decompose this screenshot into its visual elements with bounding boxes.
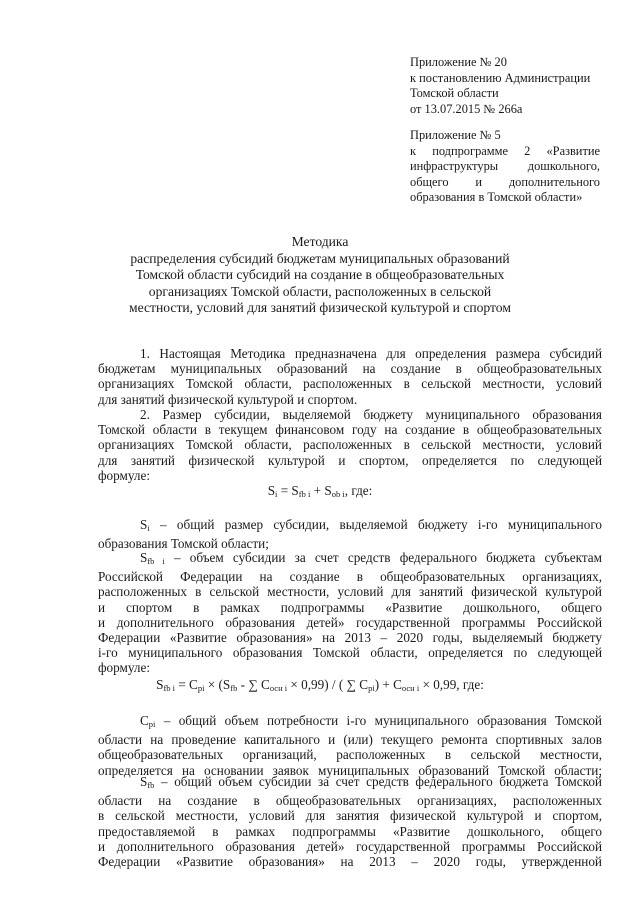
paragraph-line: общеобразовательных организаций, расположенных в сельской местности, bbox=[98, 747, 602, 763]
paragraph-line: для занятий физической культурой и спортом. bbox=[98, 391, 358, 407]
paragraph-line: предоставляемой в рамках подпрограммы «Развитие дошкольного, общего bbox=[98, 823, 602, 839]
document-title bbox=[100, 234, 540, 317]
title-line: распределения субсидий бюджетам муниципальных образований bbox=[130, 250, 510, 266]
appendix-20-region: Томской области bbox=[410, 86, 499, 100]
appendix-5-line: образования в Томской области» bbox=[410, 190, 583, 204]
appendix-5-number: Приложение № 5 bbox=[410, 128, 501, 142]
paragraph-line: Федерации «Развитие образования» на 2013 – 2020 годы, утвержденной bbox=[98, 854, 602, 870]
paragraph-line: Российской Федерации на создание в общеобразовательных организациях, bbox=[98, 569, 602, 585]
title-line: организациях Томской области, расположенных в сельской bbox=[148, 283, 492, 299]
title-line: местности, условий для занятий физической культурой и спортом bbox=[129, 300, 511, 316]
paragraph-line: области на проведение капитального и (или) текущего ремонта спортивных залов bbox=[98, 732, 602, 748]
title-line: Томской области субсидий на создание в общеобразовательных bbox=[135, 267, 505, 283]
paragraph-line: и спортом в рамках подпрограммы «Развитие дошкольного, общего bbox=[98, 599, 602, 615]
paragraph-2 bbox=[98, 407, 602, 483]
paragraph-line: i-го муниципального образования Томской области, определяется по следующей bbox=[98, 645, 602, 661]
paragraph-line: организациях Томской области, расположенных в сельской местности, условий bbox=[98, 437, 602, 453]
paragraph-line: бюджетам муниципальных образований на создание в общеобразовательных bbox=[98, 361, 602, 377]
paragraph-line: определяется на основании заявок муниципальных образований Томской области; bbox=[98, 762, 602, 778]
paragraph-line: расположенных в сельской местности, условий для занятий физической культурой bbox=[98, 584, 602, 600]
title-heading: Методика bbox=[291, 234, 349, 249]
appendix-5-line: к подпрограмме 2 «Развитие bbox=[410, 143, 600, 158]
paragraph-line: организациях Томской области, расположенных в сельской местности, условий bbox=[98, 376, 602, 392]
appendix-20-date: от 13.07.2015 № 266а bbox=[410, 101, 523, 116]
paragraph-line: Федерации «Развитие образования» на 2013 – 2020 годы, выделяемый бюджету bbox=[98, 630, 602, 646]
paragraph-line: Томской области в текущем финансовом году на создание в общеобразовательных bbox=[98, 422, 602, 438]
paragraph-line: в сельской местности, условий для занятия физической культурой и спортом, bbox=[98, 808, 602, 824]
paragraph-line: для занятий физической культурой и спортом, определяется по следующей bbox=[98, 452, 602, 468]
paragraph-line: и дополнительного образования детей» государственной программы Российской bbox=[98, 838, 602, 854]
definition-sfbi: $S_{fb i}$ – объем субсидии за счет средств федерального бюджета субъектам Российской Федерации на создание в общеобразовательных организациях, расположенных в сельской местности, условий для занятий физической культурой и спортом в рамках подпрограммы «Развитие дошкольного, общего и дополнительного образования детей» государственной программы Российской Федерации «Развитие образования» на 2013 – 2020 годы, выделяемый бюджету i-го муниципального образования Томской области, определяется по следующей формуле: bbox=[98, 550, 602, 676]
appendix-5-line: инфраструктуры дошкольного, bbox=[410, 159, 600, 173]
appendix-5-line: общего и дополнительного bbox=[410, 174, 600, 189]
definition-si: $S_i$ – общий размер субсидии, выделяемой бюджету i-го муниципального образования Томской области; bbox=[98, 517, 602, 552]
appendix-20-number: Приложение № 20 bbox=[410, 55, 507, 69]
paragraph-1 bbox=[98, 346, 602, 407]
paragraph-line: образования Томской области; bbox=[98, 536, 269, 552]
appendix-20-resolution: к постановлению Администрации bbox=[410, 70, 591, 85]
formula-total-subsidy: $S_i = S_{fb i} + S_{ob i}$, где: bbox=[267, 483, 373, 499]
formula-federal-subsidy: $S_{fb i} = C_{pi} \times (S_{fb}$ - ∑ $C_{осн i} \times 0,99$) / ( ∑ $C_{pi}) + C_{осн i} \times 0,99$, где: bbox=[156, 677, 484, 693]
paragraph-line: 2. Размер субсидии, выделяемой бюджету муниципального образования bbox=[140, 407, 602, 422]
appendix-20-block bbox=[410, 55, 600, 117]
paragraph-line: формуле: bbox=[98, 467, 150, 483]
paragraph-line: формуле: bbox=[98, 660, 150, 676]
paragraph-line: 1. Настоящая Методика предназначена для определения размера субсидий bbox=[140, 346, 602, 361]
paragraph-line: области на создание в общеобразовательных организациях, расположенных bbox=[98, 793, 602, 809]
paragraph-line: и дополнительного образования детей» государственной программы Российской bbox=[98, 614, 602, 630]
definition-cpi: $C_{pi}$ – общий объем потребности i-го муниципального образования Томской области на проведение капитального и (или) текущего ремонта спортивных залов общеобразовательных организаций, расположенных в сельской местности, определяется на основании заявок муниципальных образований Томской области; bbox=[98, 713, 602, 778]
appendix-5-block bbox=[410, 128, 600, 206]
definition-sfb: $S_{fb}$ – общий объем субсидии за счет средств федерального бюджета Томской области на создание в общеобразовательных организациях, расположенных в сельской местности, условий для занятия физической культурой и спортом, предоставляемой в рамках подпрограммы «Развитие дошкольного, общего и дополнительного образования детей» государственной программы Российской Федерации «Развитие образования» на 2013 – 2020 годы, утвержденной bbox=[98, 774, 602, 870]
